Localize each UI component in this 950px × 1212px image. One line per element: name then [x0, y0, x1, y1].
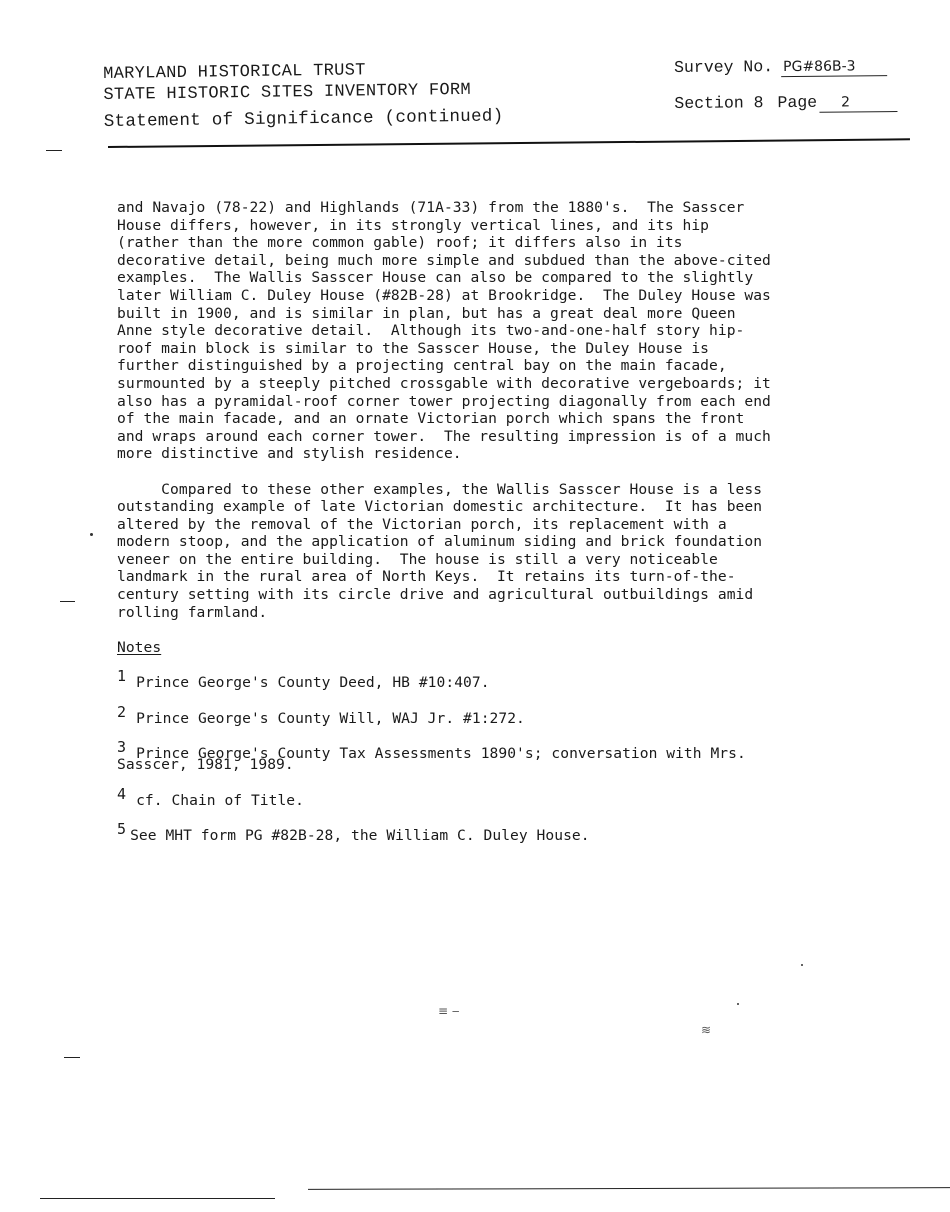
speck: [90, 533, 93, 536]
statement-body: [117, 199, 817, 844]
note-item: [117, 819, 817, 845]
note-item: [117, 702, 817, 728]
text-line: built in 1900, and is similar in plan, but has a great deal more Queen: [117, 304, 736, 322]
note-line: [117, 784, 817, 810]
text-line: veneer on the entire building. The house is still a very noticeable: [117, 550, 718, 568]
survey-number: PG#86B-3: [781, 58, 887, 77]
text-line: also has a pyramidal-roof corner tower projecting diagonally from each end: [117, 392, 771, 410]
note-text-continued: Sasscer, 1981, 1989.: [117, 756, 294, 774]
text-line: (rather than the more common gable) roof; it differs also in its: [117, 234, 683, 252]
form-header: [103, 58, 504, 133]
note-text: cf. Chain of Title.: [136, 791, 304, 809]
footnote-number: 2: [117, 702, 127, 721]
note-line: [117, 702, 817, 728]
bottom-rule-left: [40, 1198, 275, 1199]
text-line: altered by the removal of the Victorian porch, its replacement with a: [117, 515, 727, 533]
text-line: later William C. Duley House (#82B-28) at Brookridge. The Duley House was: [117, 286, 771, 304]
header-rule: [108, 138, 910, 148]
note-item: [117, 784, 817, 810]
footnote-number: 1: [117, 667, 127, 686]
form-reference: [674, 56, 897, 114]
paragraph-2: [117, 481, 817, 622]
note-line: [117, 667, 817, 692]
bottom-rule-right: [308, 1187, 950, 1190]
smudge-mark: ≋: [701, 1023, 712, 1037]
smudge-mark: ≡ ‒: [438, 1004, 460, 1018]
section-label: Section 8: [674, 93, 764, 113]
text-line: further distinguished by a projecting central bay on the main facade,: [117, 357, 727, 375]
margin-mark: [64, 1057, 80, 1058]
note-text: See MHT form PG #82B-28, the William C. Duley House.: [130, 826, 590, 844]
paragraph-1: [117, 199, 817, 463]
form-name: STATE HISTORIC SITES INVENTORY FORM: [103, 80, 472, 105]
footnote-number: 5: [117, 819, 127, 838]
note-text: Prince George's County Deed, HB #10:407.: [136, 674, 490, 692]
text-line: more distinctive and stylish residence.: [117, 445, 462, 463]
text-line: outstanding example of late Victorian domestic architecture. It has been: [117, 498, 763, 516]
text-line: of the main facade, and an ornate Victorian porch which spans the front: [117, 410, 745, 428]
notes-list: [117, 667, 817, 844]
survey-row: [674, 56, 897, 78]
speck: [801, 964, 803, 966]
section-heading: Statement of Significance (continued): [103, 106, 504, 132]
text-line: modern stoop, and the application of aluminum siding and brick foundation: [117, 533, 763, 551]
text-line: decorative detail, being much more simple and subdued than the above-cited: [117, 251, 771, 269]
text-line: and wraps around each corner tower. The resulting impression is of a much: [117, 427, 771, 445]
text-line: House differs, however, in its strongly vertical lines, and its hip: [117, 216, 710, 234]
note-item: [117, 667, 817, 692]
note-item: [117, 737, 817, 774]
margin-mark: [60, 601, 75, 602]
page-number: 2: [819, 94, 897, 113]
text-line: roof main block is similar to the Sasscer House, the Duley House is: [117, 339, 710, 357]
footnote-number: 3: [117, 737, 127, 756]
footnote-number: 4: [117, 784, 127, 803]
text-line: Anne style decorative detail. Although its two-and-one-half story hip-: [117, 322, 745, 340]
note-line: [117, 819, 817, 845]
text-line: Compared to these other examples, the Wallis Sasscer House is a less: [117, 480, 763, 498]
text-line: rolling farmland.: [117, 603, 268, 621]
page-label: Page: [777, 92, 818, 113]
text-line: examples. The Wallis Sasscer House can also be compared to the slightly: [117, 269, 754, 287]
speck: [737, 1003, 739, 1005]
survey-label: Survey No.: [674, 57, 774, 77]
org-name: MARYLAND HISTORICAL TRUST: [103, 61, 366, 84]
margin-mark: [46, 150, 62, 151]
text-line: surmounted by a steeply pitched crossgable with decorative vergeboards; it: [117, 374, 771, 392]
text-line: landmark in the rural area of North Keys. It retains its turn-of-the-: [117, 568, 736, 586]
text-line: and Navajo (78-22) and Highlands (71A-33) from the 1880's. The Sasscer: [117, 199, 745, 216]
note-text: Prince George's County Tax Assessments 1890's; conversation with Mrs.: [136, 744, 746, 762]
text-line: century setting with its circle drive and agricultural outbuildings amid: [117, 586, 754, 604]
note-text: Prince George's County Will, WAJ Jr. #1:272.: [136, 709, 525, 727]
section-page-row: [674, 92, 897, 114]
notes-heading: Notes: [117, 639, 162, 657]
